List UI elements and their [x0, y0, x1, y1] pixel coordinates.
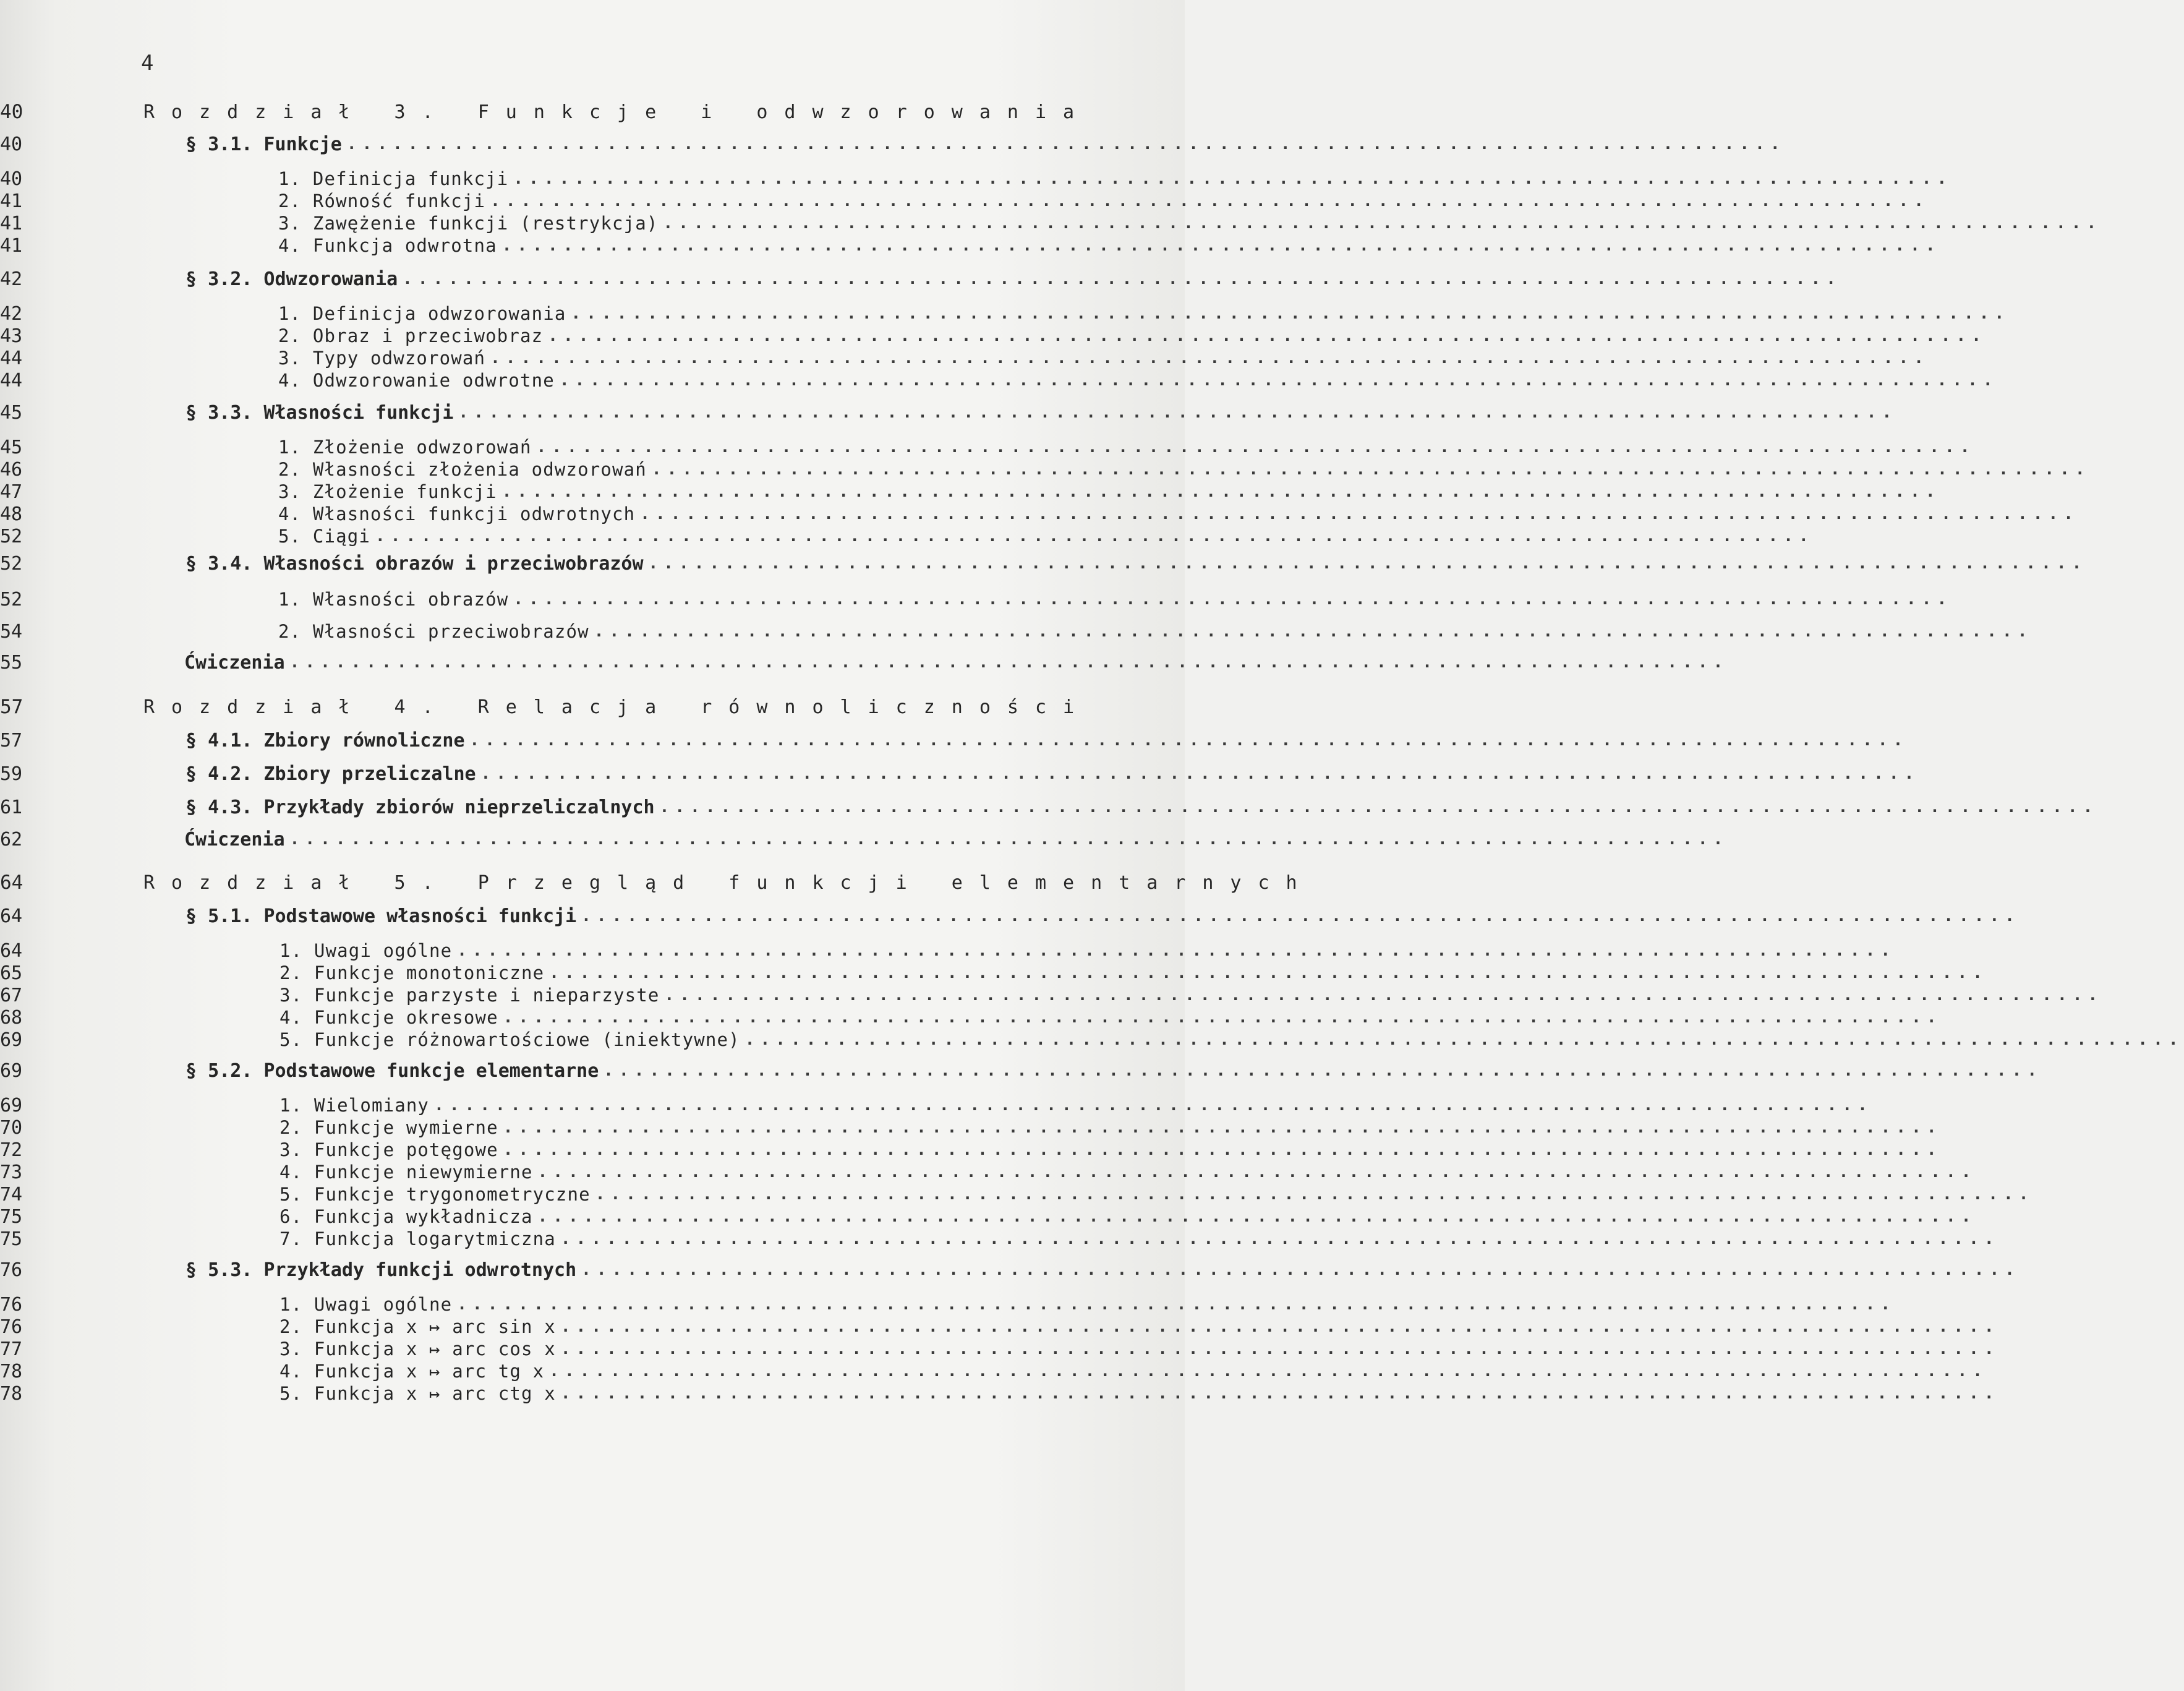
section-heading: § 5.1. Podstawowe własności funkcji ..............................................................................................	[186, 905, 2020, 927]
page-ref: 73	[0, 1161, 23, 1183]
page-ref: 69	[0, 1029, 23, 1051]
page-ref: 45	[0, 436, 23, 458]
exercises-entry: Ćwiczenia ..............................................................................................	[184, 828, 1729, 850]
toc-subentry: 2. Obraz i przeciwobraz ..............................................................................................	[278, 325, 1987, 346]
section-heading: § 4.1. Zbiory równoliczne ..............................................................................................	[186, 729, 1909, 751]
page-ref: 68	[0, 1006, 23, 1029]
section-heading: § 5.3. Przykłady funkcji odwrotnych ..............................................................................................	[186, 1259, 2020, 1281]
section-heading: § 3.2. Odwzorowania ..............................................................................................	[186, 268, 1841, 290]
toc-subentry: 2. Funkcje wymierne ..............................................................................................	[279, 1117, 1942, 1138]
page-ref: 64	[0, 871, 23, 894]
toc-subentry: 4. Funkcje okresowe ..............................................................................................	[279, 1007, 1942, 1028]
exercises-entry: Ćwiczenia ..............................................................................................	[184, 651, 1729, 674]
page-ref: 76	[0, 1259, 23, 1281]
page-ref: 69	[0, 1060, 23, 1082]
toc-subentry: 1. Własności obrazów ..............................................................................................	[278, 589, 1953, 610]
toc-subentry: 5. Funkcje trygonometryczne ..............................................................................................	[279, 1184, 2034, 1205]
page-ref: 69	[0, 1094, 23, 1116]
toc-subentry: 3. Złożenie funkcji ..............................................................................................	[278, 481, 1941, 502]
page-ref: 45	[0, 401, 23, 424]
section-heading: § 4.2. Zbiory przeliczalne ..............................................................................................	[186, 763, 1920, 785]
page-ref: 46	[0, 458, 23, 481]
section-heading: § 3.3. Własności funkcji ..............................................................................................	[186, 401, 1898, 424]
page-ref: 78	[0, 1360, 23, 1382]
toc-subentry: 2. Własności przeciwobrazów ..............................................................................................	[278, 621, 2033, 642]
page-ref: 77	[0, 1338, 23, 1360]
toc-subentry: 3. Zawężenie funkcji (restrykcja) ..............................................................................................	[278, 213, 2102, 234]
page-ref: 74	[0, 1183, 23, 1205]
page-ref: 76	[0, 1316, 23, 1338]
page-ref: 44	[0, 347, 23, 369]
page-ref: 78	[0, 1382, 23, 1405]
page-ref: 41	[0, 234, 23, 257]
section-heading: § 4.3. Przykłady zbiorów nieprzeliczalnych ..............................................................................................	[186, 796, 2099, 818]
toc-subentry: 2. Równość funkcji ..............................................................................................	[278, 191, 1929, 212]
toc-subentry: 4. Funkcja odwrotna ..............................................................................................	[278, 235, 1941, 256]
toc-subentry: 5. Funkcje różnowartościowe (iniektywne) ..............................................................................................	[279, 1029, 2184, 1050]
toc-subentry: 1. Wielomiany ..............................................................................................	[279, 1095, 1873, 1116]
section-heading: § 3.4. Własności obrazów i przeciwobrazów ..............................................................................................	[186, 552, 2088, 575]
page-ref: 64	[0, 905, 23, 927]
toc-subentry: 2. Funkcje monotoniczne ..............................................................................................	[279, 962, 1989, 983]
page-ref: 62	[0, 828, 23, 850]
toc-subentry: 3. Typy odwzorowań ..............................................................................................	[278, 348, 1929, 369]
toc-subentry: 1. Uwagi ogólne ..............................................................................................	[279, 940, 1896, 961]
page-ref: 75	[0, 1205, 23, 1228]
page-number: 4	[141, 51, 154, 75]
section-heading: § 3.1. Funkcje ..............................................................................................	[186, 133, 1786, 155]
toc-subentry: 3. Funkcja x ↦ arc cos x ..............................................................................................	[279, 1338, 2000, 1359]
page-ref: 67	[0, 984, 23, 1006]
chapter-heading: Rozdział 4. Relacja równoliczności	[143, 696, 1091, 718]
page-ref: 40	[0, 101, 23, 123]
page-ref: 48	[0, 503, 23, 525]
toc-subentry: 2. Własności złożenia odwzorowań ..............................................................................................	[278, 459, 2091, 480]
toc-subentry: 1. Definicja funkcji ..............................................................................................	[278, 168, 1953, 189]
page-ref: 41	[0, 190, 23, 212]
page-ref: 40	[0, 168, 23, 190]
page-ref: 59	[0, 763, 23, 785]
page-ref: 55	[0, 651, 23, 674]
page-ref: 52	[0, 588, 23, 610]
page-ref: 65	[0, 962, 23, 984]
page-ref: 40	[0, 133, 23, 155]
toc-subentry: 2. Funkcja x ↦ arc sin x ..............................................................................................	[279, 1316, 2000, 1337]
page-ref: 70	[0, 1116, 23, 1139]
page-ref: 76	[0, 1293, 23, 1316]
toc-subentry: 4. Funkcja x ↦ arc tg x ..............................................................................................	[279, 1361, 1989, 1382]
page-ref: 42	[0, 302, 23, 325]
toc-subentry: 4. Własności funkcji odwrotnych ..............................................................................................	[278, 503, 2079, 524]
toc-subentry: 3. Funkcje potęgowe ..............................................................................................	[279, 1139, 1942, 1160]
toc-subentry: 1. Złożenie odwzorowań ..............................................................................................	[278, 437, 1976, 458]
toc-subentry: 1. Definicja odwzorowania ..............................................................................................	[278, 303, 2010, 324]
chapter-heading: Rozdział 3. Funkcje i odwzorowania	[143, 101, 1091, 123]
toc-subentry: 4. Odwzorowanie odwrotne ..............................................................................................	[278, 370, 1998, 391]
toc-subentry: 5. Funkcja x ↦ arc ctg x ..............................................................................................	[279, 1383, 2000, 1404]
toc-subentry: 5. Ciągi ..............................................................................................	[278, 526, 1814, 547]
toc-subentry: 3. Funkcje parzyste i nieparzyste ..............................................................................................	[279, 985, 2104, 1006]
page-ref: 75	[0, 1228, 23, 1250]
page-ref: 64	[0, 940, 23, 962]
page-ref: 47	[0, 481, 23, 503]
toc-subentry: 1. Uwagi ogólne ..............................................................................................	[279, 1294, 1896, 1315]
section-heading: § 5.2. Podstawowe funkcje elementarne ..............................................................................................	[186, 1060, 2043, 1082]
page-ref: 72	[0, 1139, 23, 1161]
toc-subentry: 7. Funkcja logarytmiczna ..............................................................................................	[279, 1228, 2000, 1249]
chapter-heading: Rozdział 5. Przegląd funkcji elementarnych	[143, 871, 1314, 894]
page-ref: 57	[0, 696, 23, 718]
page-ref: 41	[0, 212, 23, 234]
page-ref: 42	[0, 268, 23, 290]
page-ref: 57	[0, 729, 23, 751]
page-ref: 43	[0, 325, 23, 347]
page-ref: 61	[0, 796, 23, 818]
toc-subentry: 6. Funkcja wykładnicza ..............................................................................................	[279, 1206, 1977, 1227]
page-ref: 52	[0, 552, 23, 575]
page-ref: 44	[0, 369, 23, 392]
page-ref: 52	[0, 525, 23, 547]
page-ref: 54	[0, 620, 23, 643]
toc-subentry: 4. Funkcje niewymierne ..............................................................................................	[279, 1162, 1977, 1183]
